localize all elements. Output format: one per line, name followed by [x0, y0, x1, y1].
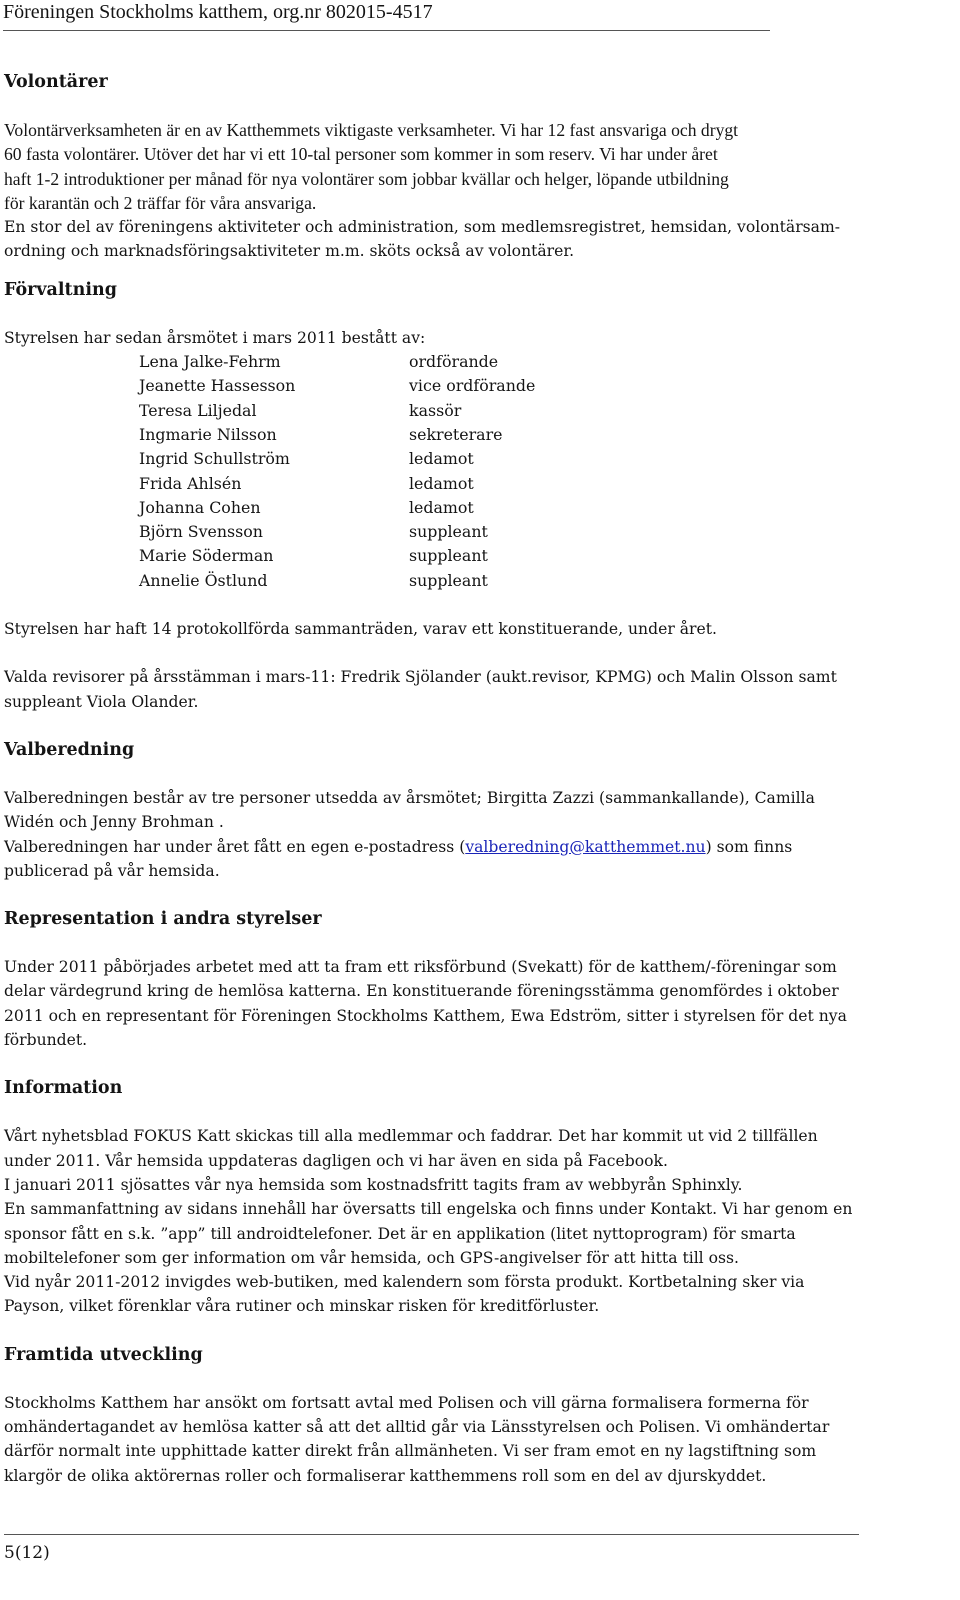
email-link[interactable]: valberedning@katthemmet.nu — [465, 837, 706, 856]
representation-line: 2011 och en representant för Föreningen Stockholms Katthem, Ewa Edström, sitter i styrelsen för det nya — [4, 1006, 847, 1025]
board-member-role: suppleant — [409, 570, 488, 590]
board-member-name: Annelie Östlund — [139, 570, 268, 590]
board-row — [139, 447, 944, 471]
representation-line: förbundet. — [4, 1031, 88, 1050]
information-line: Payson, vilket förenklar våra rutiner och minskar risken för kreditförluster. — [4, 1297, 600, 1316]
heading-representation: Representation i andra styrelser — [4, 909, 322, 930]
board-member-role: ordförande — [409, 352, 499, 372]
valberedning-line: Valberedningen består av tre personer utsedda av årsmötet; Birgitta Zazzi (sammankallande), Camilla — [4, 788, 815, 807]
board-list — [139, 350, 944, 593]
board-member-role: ledamot — [409, 449, 474, 469]
board-member-name: Lena Jalke-Fehrm — [139, 352, 281, 372]
board-member-role: sekreterare — [409, 424, 503, 444]
board-row — [139, 350, 944, 374]
heading-valberedning: Valberedning — [4, 739, 135, 760]
information-line: Vårt nyhetsblad FOKUS Katt skickas till alla medlemmar och faddrar. Det har kommit ut vid 2 tillfällen — [4, 1127, 818, 1146]
board-row — [139, 569, 944, 593]
board-member-name: Johanna Cohen — [139, 497, 261, 517]
representation-line: Under 2011 påbörjades arbetet med att ta fram ett riksförbund (Svekatt) för de katthem/-föreningar som — [4, 958, 837, 977]
heading-framtida: Framtida utveckling — [4, 1344, 203, 1365]
board-row — [139, 374, 944, 398]
page-number: 5(12) — [4, 1543, 50, 1563]
heading-forvaltning: Förvaltning — [4, 279, 117, 300]
board-row — [139, 399, 944, 423]
board-member-name: Teresa Liljedal — [139, 400, 257, 420]
board-row — [139, 496, 944, 520]
board-member-role: suppleant — [409, 546, 488, 566]
volontarer-line: 60 fasta volontärer. Utöver det har vi ett 10-tal personer som kommer in som reserv. Vi har under året — [4, 144, 718, 165]
framtida-line: omhändertagandet av hemlösa katter så att det alltid går via Länsstyrelsen och Polisen. Vi omhändertar — [4, 1417, 830, 1436]
board-member-name: Björn Svensson — [139, 522, 263, 542]
board-member-role: vice ordförande — [409, 376, 536, 396]
framtida-line: Stockholms Katthem har ansökt om fortsatt avtal med Polisen och vill gärna formalisera formerna för — [4, 1393, 809, 1412]
header-text: Föreningen Stockholms katthem, org.nr 802015-4517 — [3, 1, 433, 23]
board-member-name: Ingrid Schullström — [139, 449, 290, 469]
volontarer-line: haft 1-2 introduktioner per månad för nya volontärer som jobbar kvällar och helger, löpande utbildning — [4, 168, 729, 189]
forvaltning-intro: Styrelsen har sedan årsmötet i mars 2011 bestått av: — [4, 328, 426, 347]
information-line: I januari 2011 sjösattes vår nya hemsida som kostnadsfritt tagits fram av webbyrån Sphinxly. — [4, 1175, 743, 1194]
board-row — [139, 544, 944, 568]
information-line: Vid nyår 2011-2012 invigdes web-butiken, med kalendern som första produkt. Kortbetalning sker via — [4, 1273, 805, 1292]
forvaltning-auditors-line: suppleant Viola Olander. — [4, 692, 199, 711]
information-line: sponsor fått en s.k. ”app” till androidtelefoner. Det är en applikation (litet nyttoprogram) för smarta — [4, 1224, 796, 1243]
valberedning-email-line2: publicerad på vår hemsida. — [4, 861, 220, 880]
heading-information: Information — [4, 1078, 123, 1099]
board-member-role: suppleant — [409, 522, 488, 542]
board-member-role: ledamot — [409, 497, 474, 517]
information-line: En sammanfattning av sidans innehåll har översatts till engelska och finns under Kontakt. Vi har genom en — [4, 1200, 853, 1219]
board-member-name: Marie Söderman — [139, 546, 274, 566]
volontarer-line: för karantän och 2 träffar för våra ansvariga. — [4, 192, 317, 213]
volontarer-line: En stor del av föreningens aktiviteter och administration, som medlemsregistret, hemsidan, volontärsam- — [4, 218, 841, 237]
forvaltning-meetings: Styrelsen har haft 14 protokollförda sammanträden, varav ett konstituerande, under året. — [4, 620, 717, 639]
framtida-line: klargör de olika aktörernas roller och formaliserar katthemmens roll som en del av djurskyddet. — [4, 1466, 767, 1485]
document-body — [4, 70, 944, 1488]
information-line: under 2011. Vår hemsida uppdateras dagligen och vi har även en sida på Facebook. — [4, 1151, 668, 1170]
forvaltning-auditors-line: Valda revisorer på årsstämman i mars-11: Fredrik Sjölander (aukt.revisor, KPMG) och Malin Olsson samt — [4, 668, 837, 687]
valberedning-line: Widén och Jenny Brohman . — [4, 813, 224, 832]
board-member-role: ledamot — [409, 473, 474, 493]
valberedning-email-pre: Valberedningen har under året fått en egen e-postadress ( — [4, 837, 466, 856]
board-member-name: Ingmarie Nilsson — [139, 424, 277, 444]
board-row — [139, 472, 944, 496]
board-row — [139, 423, 944, 447]
page-header — [3, 0, 770, 31]
board-member-name: Jeanette Hassesson — [139, 376, 296, 396]
heading-volontarer: Volontärer — [4, 72, 108, 92]
board-row — [139, 520, 944, 544]
footer-divider — [4, 1534, 859, 1535]
valberedning-email-line — [4, 835, 944, 859]
valberedning-email-post: ) som finns — [705, 837, 793, 856]
representation-line: delar värdegrund kring de hemlösa katterna. En konstituerande föreningsstämma genomfördes i oktober — [4, 982, 839, 1001]
framtida-line: därför normalt inte upphittade katter direkt från allmänheten. Vi ser fram emot en ny lagstiftning som — [4, 1442, 817, 1461]
volontarer-line: ordning och marknadsföringsaktiviteter m.m. sköts också av volontärer. — [4, 242, 575, 261]
volontarer-line: Volontärverksamheten är en av Katthemmets viktigaste verksamheter. Vi har 12 fast ansvariga och drygt — [4, 120, 739, 140]
board-member-name: Frida Ahlsén — [139, 473, 242, 493]
information-line: mobiltelefoner som ger information om vår hemsida, och GPS-angivelser för att hitta till oss. — [4, 1248, 739, 1267]
board-member-role: kassör — [409, 400, 462, 420]
